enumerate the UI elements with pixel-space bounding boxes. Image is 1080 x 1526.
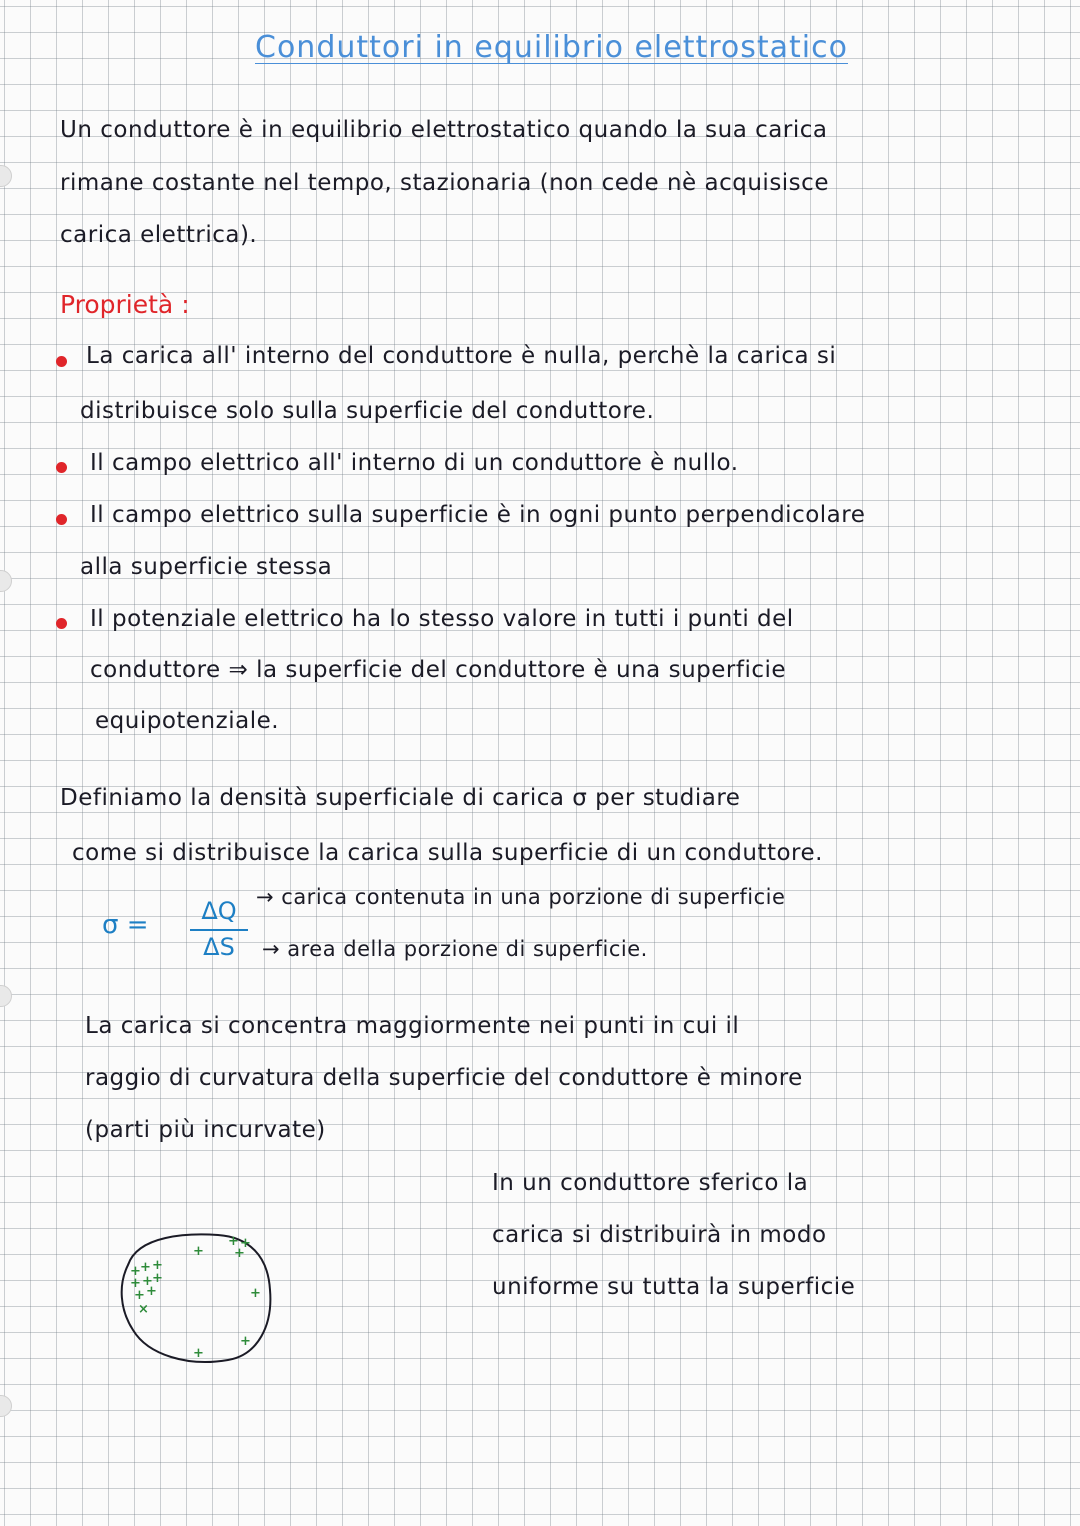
svg-text:+: + [152,1271,163,1286]
svg-text:+: + [152,1258,163,1273]
bullet-icon [56,356,67,367]
numerator-note: → carica contenuta in una porzione di superficie [256,885,786,909]
bullet-icon [56,618,67,629]
svg-text:+: + [228,1234,239,1249]
property-3-line-2: alla superficie stessa [80,554,333,580]
spherical-line-1: In un conduttore sferico la [492,1170,809,1196]
bullet-icon [56,514,67,525]
svg-text:+: + [234,1246,245,1261]
svg-text:+: + [140,1260,151,1275]
svg-text:+: + [193,1244,204,1259]
svg-text:×: × [138,1302,149,1317]
formula-denominator: ΔS [203,933,235,961]
property-4-line-2: conduttore ⇒ la superficie del conduttore è una superficie [90,657,787,683]
denominator-note: → area della porzione di superficie. [262,937,648,961]
binder-hole [0,1395,12,1417]
properties-heading: Proprietà : [60,290,190,319]
curvature-line-2: raggio di curvatura della superficie del conduttore è minore [85,1065,803,1091]
page-title: Conduttori in equilibrio elettrostatico [255,30,848,65]
property-1-line-1: La carica all' interno del conduttore è nulla, perchè la carica si [86,343,837,369]
intro-line-2: rimane costante nel tempo, stazionaria (non cede nè acquisisce [60,170,829,196]
svg-text:+: + [240,1334,251,1349]
binder-hole [0,985,12,1007]
property-4-line-1: Il potenziale elettrico ha lo stesso valore in tutti i punti del [90,606,794,632]
property-3-line-1: Il campo elettrico sulla superficie è in ogni punto perpendicolare [90,502,866,528]
formula-lhs: σ = [102,910,149,940]
bullet-icon [56,462,67,473]
svg-text:+: + [250,1286,261,1301]
binder-hole [0,570,12,592]
definition-line-2: come si distribuisce la carica sulla superficie di un conduttore. [72,840,823,866]
definition-line-1: Definiamo la densità superficiale di carica σ per studiare [60,785,741,811]
property-2-line-1: Il campo elettrico all' interno di un conduttore è nullo. [90,450,739,476]
svg-text:+: + [130,1276,141,1291]
svg-text:+: + [134,1288,145,1303]
formula-numerator: ΔQ [201,897,237,925]
irregular-conductor-with-charges-icon [108,1215,288,1375]
intro-line-1: Un conduttore è in equilibrio elettrostatico quando la sua carica [60,117,828,143]
svg-text:+: + [130,1264,141,1279]
spherical-line-2: carica si distribuirà in modo [492,1222,827,1248]
curvature-line-1: La carica si concentra maggiormente nei punti in cui il [85,1013,740,1039]
svg-text:+: + [193,1346,204,1361]
svg-text:+: + [146,1284,157,1299]
fraction-line [190,929,248,931]
svg-text:+: + [240,1236,251,1251]
property-4-line-3: equipotenziale. [95,708,280,734]
intro-line-3: carica elettrica). [60,222,258,248]
curvature-line-3: (parti più incurvate) [85,1117,326,1143]
binder-hole [0,165,12,187]
svg-text:+: + [142,1274,153,1289]
property-1-line-2: distribuisce solo sulla superficie del conduttore. [80,398,655,424]
spherical-line-3: uniforme su tutta la superficie [492,1274,856,1300]
